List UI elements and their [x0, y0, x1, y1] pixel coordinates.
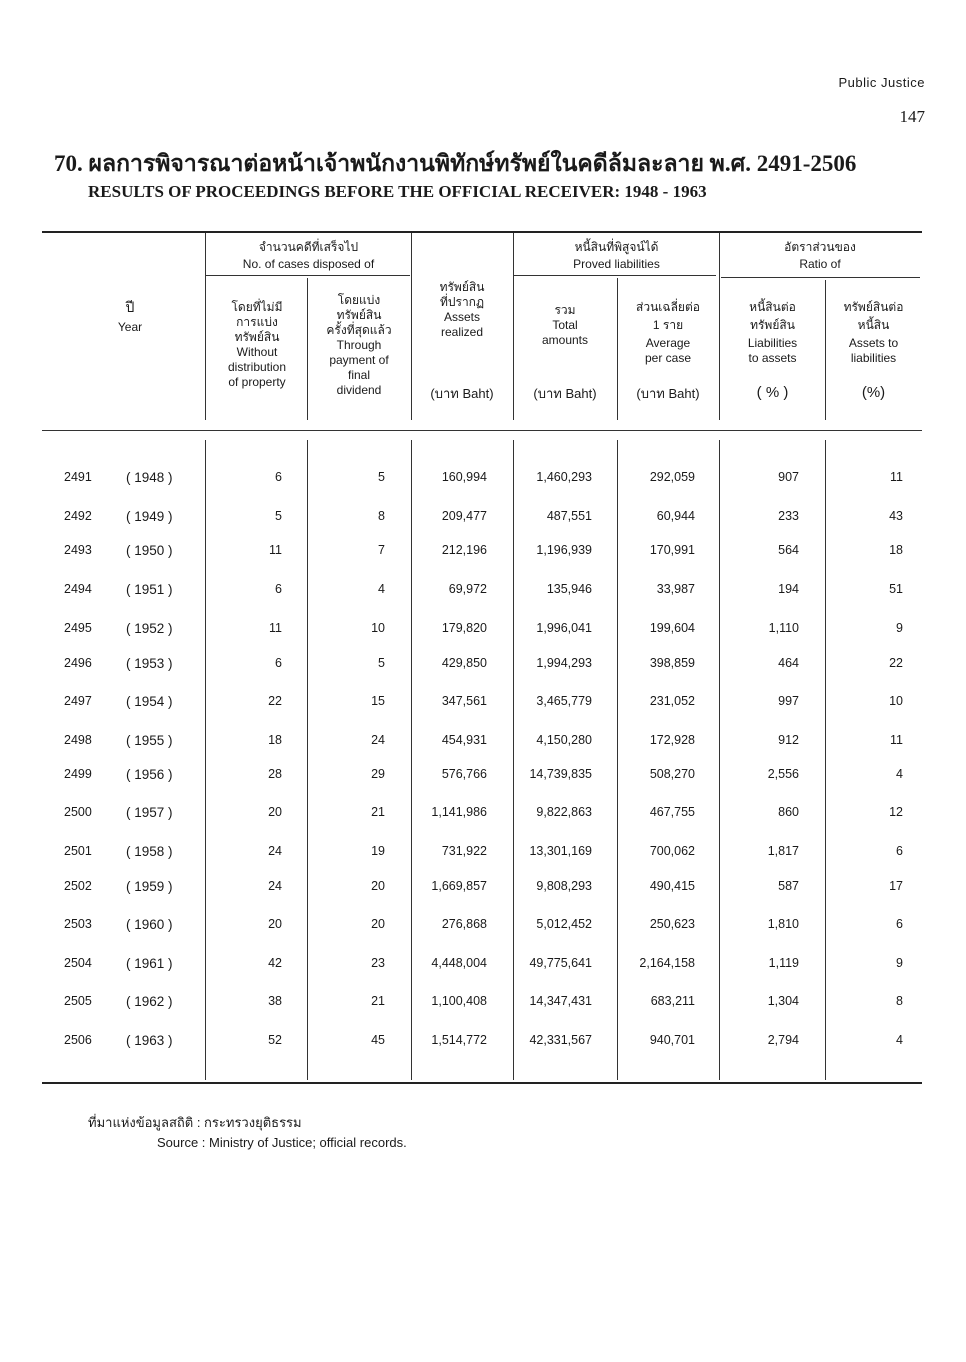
cell-average-per-case: 398,859: [649, 656, 695, 670]
cell-liabilities-to-assets: 464: [778, 656, 799, 670]
cell-through-payment: 21: [371, 994, 385, 1008]
cell-year-ce: ( 1958 ): [126, 844, 173, 859]
header-liabilities-group: หนี้สินที่พิสูจน์ได้ Proved liabilities: [573, 240, 660, 271]
cell-average-per-case: 2,164,158: [639, 956, 695, 970]
column-divider: [307, 278, 308, 420]
cell-assets-realized: 1,514,772: [431, 1033, 487, 1047]
cell-assets-to-liabilities: 4: [896, 1033, 903, 1047]
cell-assets-to-liabilities: 17: [889, 879, 903, 893]
page-number: 147: [899, 107, 925, 126]
cell-year-be: 2506: [64, 1033, 92, 1047]
cell-assets-realized: 160,994: [441, 470, 487, 484]
cell-year-be: 2504: [64, 956, 92, 970]
cell-year-be: 2497: [64, 694, 92, 708]
cell-liabilities-to-assets: 1,817: [767, 844, 799, 858]
cell-year-ce: ( 1950 ): [126, 543, 173, 558]
cell-year-be: 2494: [64, 582, 92, 596]
header-ratio-group: อัตราส่วนของ Ratio of: [784, 240, 856, 271]
cell-average-per-case: 60,944: [656, 509, 695, 523]
cell-year-be: 2496: [64, 656, 92, 670]
group-underline-liabilities: [514, 275, 716, 276]
header-cases-group: จำนวนคดีที่เสร็จไป No. of cases disposed of: [242, 240, 375, 271]
cell-without-distribution: 6: [275, 656, 282, 670]
cell-assets-realized: 212,196: [441, 543, 487, 557]
header-assets-to-liabilities: ทรัพย์สินต่อ หนี้สิน Assets to liabilities: [843, 300, 904, 365]
cell-liabilities-to-assets: 907: [778, 470, 799, 484]
cell-total-amounts: 1,460,293: [536, 470, 592, 484]
cell-year-be: 2499: [64, 767, 92, 781]
cell-average-per-case: 172,928: [649, 733, 695, 747]
cell-assets-realized: 576,766: [441, 767, 487, 781]
cell-liabilities-to-assets: 2,556: [767, 767, 799, 781]
column-divider: [719, 440, 720, 1080]
cell-without-distribution: 11: [269, 621, 282, 635]
cell-assets-realized: 1,141,986: [431, 805, 487, 819]
source-thai: ที่มาแห่งข้อมูลสถิติ : กระทรวงยุติธรรม: [88, 1115, 302, 1130]
cell-liabilities-to-assets: 912: [778, 733, 799, 747]
cell-year-ce: ( 1957 ): [126, 805, 173, 820]
cell-liabilities-to-assets: 233: [778, 509, 799, 523]
header-assets-realized: ทรัพย์สิน ที่ปรากฏ Assets realized: [439, 280, 485, 339]
header-total-amounts: รวม Total amounts: [541, 303, 589, 347]
cell-assets-realized: 179,820: [441, 621, 487, 635]
cell-average-per-case: 170,991: [649, 543, 695, 557]
cell-year-ce: ( 1962 ): [126, 994, 173, 1009]
cell-without-distribution: 42: [268, 956, 282, 970]
cell-assets-to-liabilities: 4: [896, 767, 903, 781]
column-divider: [825, 440, 826, 1080]
cell-year-ce: ( 1951 ): [126, 582, 173, 597]
header-bottom-rule: [42, 430, 922, 431]
cell-through-payment: 21: [371, 805, 385, 819]
cell-without-distribution: 20: [268, 917, 282, 931]
cell-total-amounts: 487,551: [546, 509, 592, 523]
cell-year-be: 2505: [64, 994, 92, 1008]
cell-assets-to-liabilities: 18: [889, 543, 903, 557]
cell-average-per-case: 490,415: [649, 879, 695, 893]
cell-without-distribution: 52: [268, 1033, 282, 1047]
header-assets-to-liabilities-unit: (%): [861, 384, 886, 401]
cell-average-per-case: 940,701: [649, 1033, 695, 1047]
cell-total-amounts: 3,465,779: [536, 694, 592, 708]
cell-liabilities-to-assets: 1,110: [768, 621, 799, 635]
cell-without-distribution: 22: [268, 694, 282, 708]
cell-through-payment: 8: [378, 509, 385, 523]
cell-liabilities-to-assets: 1,119: [768, 956, 799, 970]
cell-total-amounts: 5,012,452: [536, 917, 592, 931]
cell-liabilities-to-assets: 1,810: [767, 917, 799, 931]
cell-assets-realized: 276,868: [441, 917, 487, 931]
cell-through-payment: 4: [378, 582, 385, 596]
cell-total-amounts: 1,994,293: [536, 656, 592, 670]
cell-total-amounts: 135,946: [546, 582, 592, 596]
cell-assets-realized: 731,922: [441, 844, 487, 858]
header-average-per-case: ส่วนเฉลี่ยต่อ 1 ราย Average per case: [636, 300, 700, 365]
cell-assets-to-liabilities: 11: [890, 733, 903, 747]
header-assets-unit: (บาท Baht): [430, 386, 494, 401]
cell-without-distribution: 18: [268, 733, 282, 747]
cell-assets-to-liabilities: 43: [889, 509, 903, 523]
cell-assets-realized: 454,931: [441, 733, 487, 747]
cell-average-per-case: 199,604: [649, 621, 695, 635]
cell-through-payment: 7: [378, 543, 385, 557]
cell-through-payment: 10: [371, 621, 385, 635]
cell-year-ce: ( 1956 ): [126, 767, 173, 782]
cell-assets-to-liabilities: 6: [896, 844, 903, 858]
cell-through-payment: 5: [378, 470, 385, 484]
cell-assets-realized: 69,972: [448, 582, 487, 596]
cell-total-amounts: 14,739,835: [529, 767, 592, 781]
cell-year-ce: ( 1961 ): [126, 956, 173, 971]
cell-year-ce: ( 1954 ): [126, 694, 173, 709]
cell-year-ce: ( 1948 ): [126, 470, 173, 485]
cell-year-ce: ( 1949 ): [126, 509, 173, 524]
cell-year-ce: ( 1963 ): [126, 1033, 173, 1048]
cell-assets-realized: 1,100,408: [431, 994, 487, 1008]
cell-average-per-case: 231,052: [649, 694, 695, 708]
cell-without-distribution: 5: [275, 509, 282, 523]
table-title-thai: 70. ผลการพิจารณาต่อหน้าเจ้าพนักงานพิทักษ์ทรัพย์ในคดีล้มละลาย พ.ศ. 2491-2506: [54, 151, 857, 176]
column-divider: [513, 440, 514, 1080]
cell-average-per-case: 33,987: [656, 582, 695, 596]
cell-through-payment: 23: [371, 956, 385, 970]
cell-liabilities-to-assets: 1,304: [767, 994, 799, 1008]
header-through-payment: โดยแบ่ง ทรัพย์สิน ครั้งที่สุดแล้ว Through payment of final dividend: [326, 293, 392, 397]
header-liabilities-to-assets-unit: ( % ): [756, 384, 789, 401]
column-divider: [307, 440, 308, 1080]
table-top-rule: [42, 231, 922, 233]
cell-year-ce: ( 1959 ): [126, 879, 173, 894]
cell-without-distribution: 28: [268, 767, 282, 781]
cell-without-distribution: 6: [275, 470, 282, 484]
cell-year-be: 2493: [64, 543, 92, 557]
cell-total-amounts: 4,150,280: [536, 733, 592, 747]
cell-average-per-case: 700,062: [649, 844, 695, 858]
cell-without-distribution: 24: [268, 879, 282, 893]
cell-assets-to-liabilities: 51: [889, 582, 903, 596]
cell-year-be: 2501: [64, 844, 92, 858]
cell-through-payment: 19: [371, 844, 385, 858]
cell-without-distribution: 38: [268, 994, 282, 1008]
cell-through-payment: 15: [371, 694, 385, 708]
cell-assets-realized: 1,669,857: [431, 879, 487, 893]
cell-through-payment: 45: [371, 1033, 385, 1047]
cell-through-payment: 20: [371, 879, 385, 893]
group-underline-ratio: [721, 277, 920, 278]
cell-total-amounts: 49,775,641: [529, 956, 592, 970]
section-title: Public Justice: [838, 75, 925, 90]
cell-assets-to-liabilities: 9: [896, 621, 903, 635]
cell-year-be: 2502: [64, 879, 92, 893]
cell-assets-realized: 4,448,004: [431, 956, 487, 970]
cell-year-be: 2491: [64, 470, 92, 484]
cell-average-per-case: 292,059: [649, 470, 695, 484]
header-liabilities-to-assets: หนี้สินต่อ ทรัพย์สิน Liabilities to assets: [747, 300, 798, 365]
cell-liabilities-to-assets: 2,794: [767, 1033, 799, 1047]
cell-year-be: 2498: [64, 733, 92, 747]
table-title-english: RESULTS OF PROCEEDINGS BEFORE THE OFFICIAL RECEIVER: 1948 - 1963: [88, 182, 707, 201]
cell-assets-realized: 347,561: [441, 694, 487, 708]
cell-assets-to-liabilities: 6: [896, 917, 903, 931]
table-bottom-rule: [42, 1082, 922, 1084]
column-divider: [205, 440, 206, 1080]
cell-liabilities-to-assets: 587: [778, 879, 799, 893]
cell-assets-realized: 209,477: [441, 509, 487, 523]
cell-total-amounts: 42,331,567: [529, 1033, 592, 1047]
cell-through-payment: 20: [371, 917, 385, 931]
cell-assets-to-liabilities: 12: [889, 805, 903, 819]
cell-year-ce: ( 1953 ): [126, 656, 173, 671]
cell-without-distribution: 6: [275, 582, 282, 596]
cell-liabilities-to-assets: 194: [778, 582, 799, 596]
cell-assets-to-liabilities: 22: [889, 656, 903, 670]
cell-year-be: 2495: [64, 621, 92, 635]
cell-total-amounts: 9,808,293: [536, 879, 592, 893]
cell-assets-to-liabilities: 9: [896, 956, 903, 970]
cell-assets-to-liabilities: 10: [889, 694, 903, 708]
cell-average-per-case: 508,270: [649, 767, 695, 781]
cell-assets-realized: 429,850: [441, 656, 487, 670]
cell-through-payment: 5: [378, 656, 385, 670]
cell-through-payment: 29: [371, 767, 385, 781]
cell-year-be: 2492: [64, 509, 92, 523]
cell-liabilities-to-assets: 860: [778, 805, 799, 819]
cell-average-per-case: 250,623: [649, 917, 695, 931]
cell-without-distribution: 20: [268, 805, 282, 819]
cell-average-per-case: 683,211: [650, 994, 695, 1008]
cell-year-be: 2500: [64, 805, 92, 819]
cell-through-payment: 24: [371, 733, 385, 747]
column-divider: [411, 440, 412, 1080]
cell-total-amounts: 13,301,169: [529, 844, 592, 858]
cell-liabilities-to-assets: 564: [778, 543, 799, 557]
source-english: Source : Ministry of Justice; official records.: [157, 1135, 407, 1150]
header-without-distribution: โดยที่ไม่มี การแบ่ง ทรัพย์สิน Without distribution of property: [227, 300, 287, 389]
cell-without-distribution: 11: [269, 543, 282, 557]
column-divider: [617, 440, 618, 1080]
cell-total-amounts: 1,196,939: [536, 543, 592, 557]
cell-liabilities-to-assets: 997: [778, 694, 799, 708]
cell-year-ce: ( 1960 ): [126, 917, 173, 932]
header-average-unit: (บาท Baht): [636, 386, 700, 401]
header-year: ปี Year: [117, 299, 143, 334]
cell-year-ce: ( 1952 ): [126, 621, 173, 636]
cell-total-amounts: 1,996,041: [536, 621, 592, 635]
group-underline-cases: [206, 275, 410, 276]
cell-total-amounts: 14,347,431: [529, 994, 592, 1008]
cell-year-be: 2503: [64, 917, 92, 931]
cell-year-ce: ( 1955 ): [126, 733, 173, 748]
cell-assets-to-liabilities: 11: [890, 470, 903, 484]
header-total-unit: (บาท Baht): [533, 386, 597, 401]
cell-assets-to-liabilities: 8: [896, 994, 903, 1008]
cell-without-distribution: 24: [268, 844, 282, 858]
cell-total-amounts: 9,822,863: [536, 805, 592, 819]
cell-average-per-case: 467,755: [649, 805, 695, 819]
